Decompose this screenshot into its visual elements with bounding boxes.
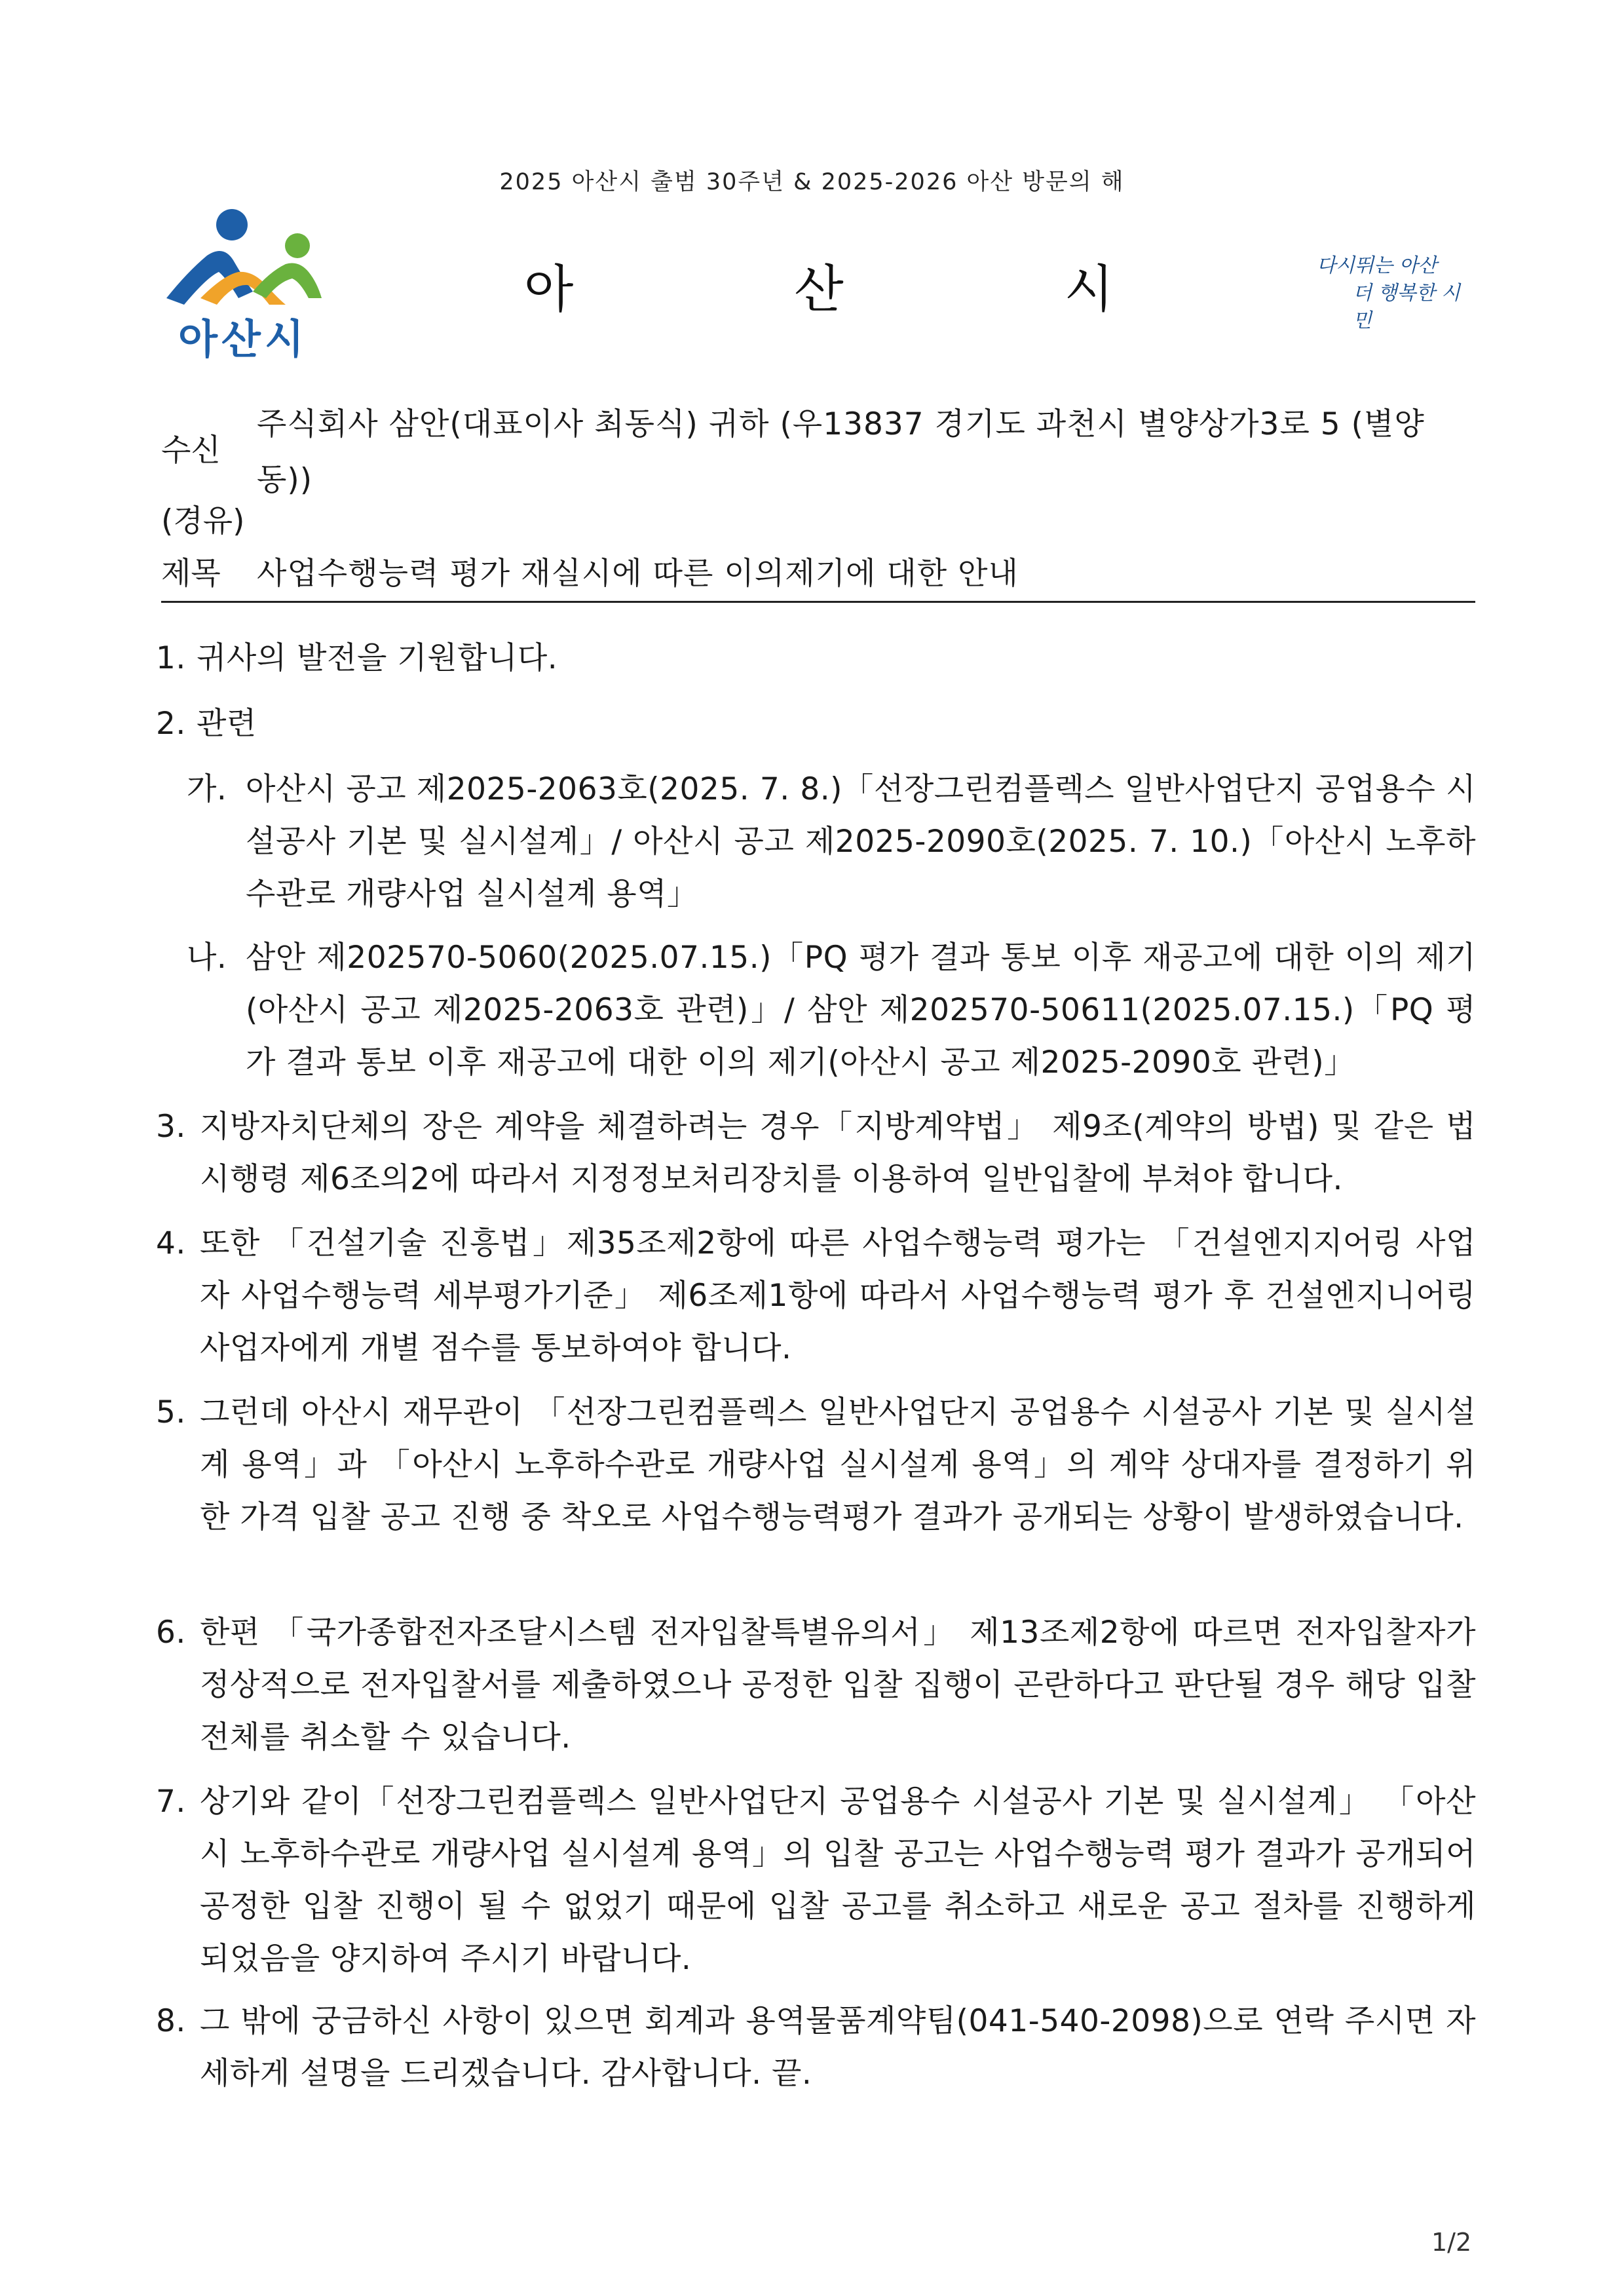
paragraph-number: 5. [156, 1394, 186, 1430]
org-char: 아 [524, 260, 574, 319]
logo-head-blue [216, 209, 248, 240]
paragraph-number: 6. [156, 1615, 186, 1651]
paragraph-number: 가. [187, 771, 227, 807]
logo-head-green [285, 233, 310, 258]
paragraph-1: 귀사의 발전을 기원합니다. [197, 640, 558, 676]
paragraph-7: 상기와 같이「선장그린컴플렉스 일반사업단지 공업용수 시설공사 기본 및 실시설계」 「아산시 노후하수관로 개량사업 실시설계 용역」의 입찰 공고는 사업수행능력 평가 결과가 공개되어 공정한 입찰 진행이 될 수 없었기 때문에 입찰 공고를 취소하고 새로운 공고 절차를 진행하게 되었음을 양지하여 주시기 바랍니다. [200, 1784, 1476, 1977]
paragraph-2a: 아산시 공고 제2025-2063호(2025. 7. 8.)「선장그린컴플렉스 일반사업단지 공업용수 시설공사 기본 및 실시설계」/ 아산시 공고 제2025-2090호(2025. 7. 10.)「아산시 노후하수관로 개량사업 실시설계 용역」 [246, 771, 1476, 912]
paragraph-number: 3. [156, 1109, 186, 1145]
paragraph-number: 2. [156, 706, 186, 742]
org-char: 시 [1064, 260, 1114, 319]
subject-text: 사업수행능력 평가 재실시에 따른 이의제기에 대한 안내 [257, 556, 1019, 592]
paragraph-number: 나. [187, 940, 227, 976]
paragraph-2: 관련 [197, 706, 257, 742]
paragraph-number: 4. [156, 1225, 186, 1261]
paragraph-4: 또한 「건설기술 진흥법」제35조제2항에 따른 사업수행능력 평가는 「건설엔지지어링 사업자 사업수행능력 세부평가기준」 제6조제1항에 따라서 사업수행능력 평가 후 건설엔지니어링사업자에게 개별 점수를 통보하여야 합니다. [200, 1225, 1476, 1366]
logo-wave-green [253, 263, 322, 299]
paragraph-number: 8. [156, 2003, 186, 2039]
paragraph-number: 1. [156, 640, 186, 676]
recipient-label: 수신 [161, 432, 221, 469]
organization-name [524, 246, 1114, 324]
org-char: 산 [794, 260, 844, 319]
paragraph-2b: 삼안 제202570-5060(2025.07.15.)「PQ 평가 결과 통보 이후 재공고에 대한 이의 제기(아산시 공고 제2025-2063호 관련)」/ 삼안 제202570-50611(2025.07.15.)「PQ 평가 결과 통보 이후 재공고에 대한 이의 제기(아산시 공고 제2025-2090호 관련)」 [246, 940, 1476, 1081]
subject-label: 제목 [161, 556, 221, 592]
logo-text: 아산시 [178, 315, 308, 363]
tagline [1317, 252, 1474, 335]
paragraph-number: 7. [156, 1784, 186, 1820]
paragraph-6: 한편 「국가종합전자조달시스템 전자입찰특별유의서」 제13조제2항에 따르면 전자입찰자가 정상적으로 전자입찰서를 제출하였으나 공정한 입찰 집행이 곤란하다고 판단될 경우 해당 입찰 전체를 취소할 수 있습니다. [200, 1615, 1476, 1755]
header-divider [161, 601, 1475, 603]
page-number: 1/2 [1431, 2228, 1472, 2257]
via-label: (경유) [161, 503, 245, 539]
paragraph-5: 그런데 아산시 재무관이 「선장그린컴플렉스 일반사업단지 공업용수 시설공사 기본 및 실시설계 용역」과 「아산시 노후하수관로 개량사업 실시설계 용역」의 계약 상대자를 결정하기 위한 가격 입찰 공고 진행 중 착오로 사업수행능력평가 결과가 공개되는 상황이 발생하였습니다. [200, 1394, 1476, 1535]
paragraph-8: 그 밖에 궁금하신 사항이 있으면 회계과 용역물품계약팀(041-540-2098)으로 연락 주시면 자세하게 설명을 드리겠습니다. 감사합니다. 끝. [200, 2003, 1476, 2092]
slogan: 2025 아산시 출범 30주년 & 2025-2026 아산 방문의 해 [499, 169, 1125, 195]
tagline-line: 더 행복한 시민 [1353, 282, 1460, 332]
tagline-line: 다시뛰는 아산 [1317, 254, 1437, 277]
recipient-text: 주식회사 삼안(대표이사 최동식) 귀하 (우13837 경기도 과천시 별양상가3로 5 (별양동)) [257, 406, 1425, 498]
paragraph-3: 지방자치단체의 장은 계약을 체결하려는 경우「지방계약법」 제9조(계약의 방법) 및 같은 법 시행령 제6조의2에 따라서 지정정보처리장치를 이용하여 일반입찰에 부쳐야 합니다. [200, 1109, 1476, 1197]
